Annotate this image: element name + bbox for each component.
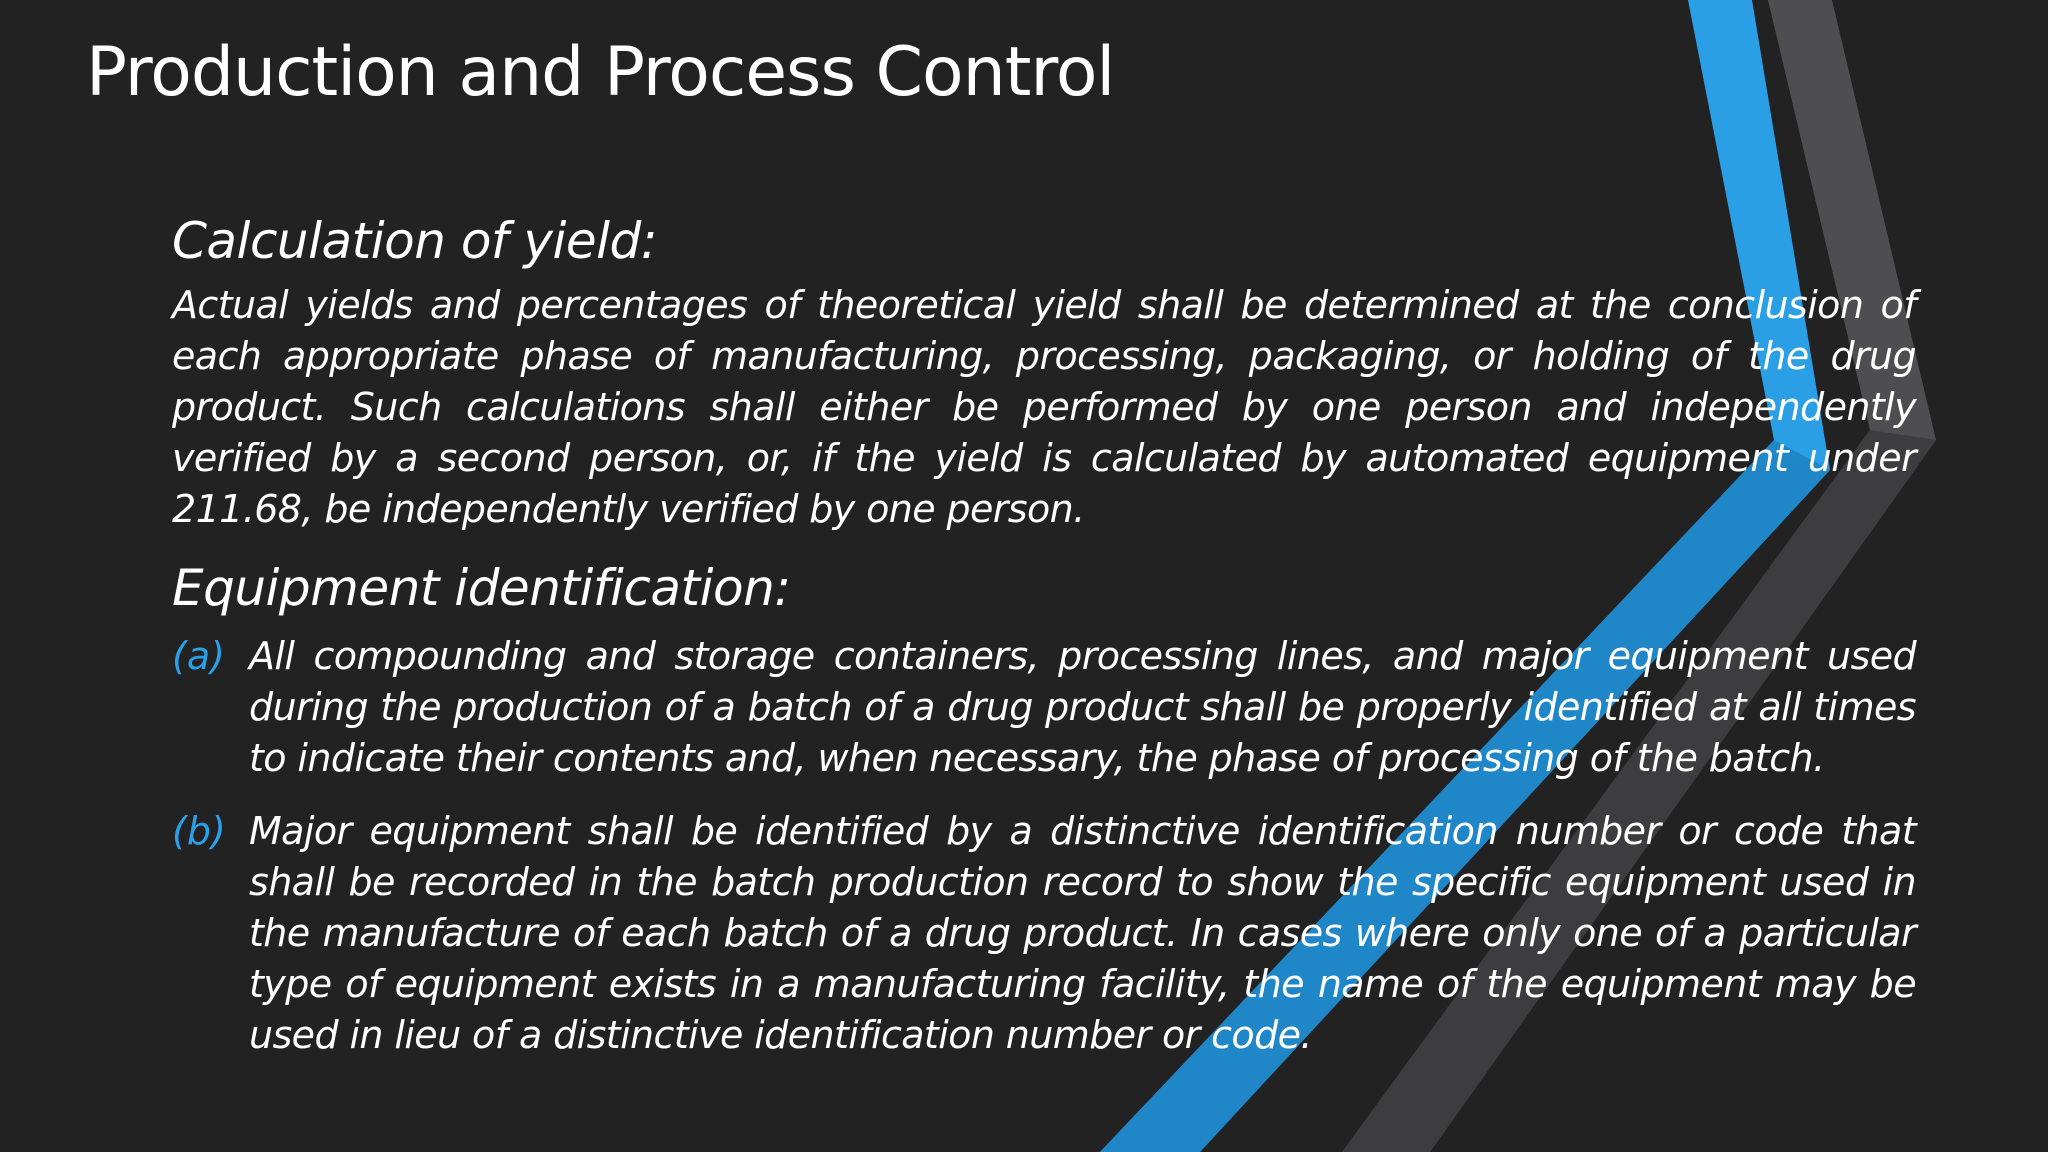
section-heading-equipment: Equipment identification: xyxy=(172,559,791,617)
list-item xyxy=(172,806,1916,1061)
list-marker-a: (a) xyxy=(172,634,225,678)
list-item xyxy=(172,631,1916,784)
section-heading-yield: Calculation of yield: xyxy=(172,212,658,270)
list-item-text-b: Major equipment shall be identified by a distinctive identification number or code that shall be recorded in the batch production record to show the specific equipment used in the manufacture of each batch of a drug product. In cases where only one of a particular type of equipment exists in a manufacturing facility, the name of the equipment may be used in lieu of a distinctive identification number or code. xyxy=(249,809,1916,1057)
yield-paragraph: Actual yields and percentages of theoretical yield shall be determined at the conclusion of each appropriate phase of manufacturing, processing, packaging, or holding of the drug product. Such calculations shall either be performed by one person and independently verified by a second person, or, if the yield is calculated by automated equipment under 211.68, be independently verified by one person. xyxy=(172,283,1916,531)
slide-content xyxy=(172,206,1916,1061)
slide-title: Production and Process Control xyxy=(86,33,1115,112)
list-item-text-a: All compounding and storage containers, processing lines, and major equipment used during the production of a batch of a drug product shall be properly identified at all times to indicate their contents and, when necessary, the phase of processing of the batch. xyxy=(249,634,1916,780)
list-marker-b: (b) xyxy=(172,809,226,853)
